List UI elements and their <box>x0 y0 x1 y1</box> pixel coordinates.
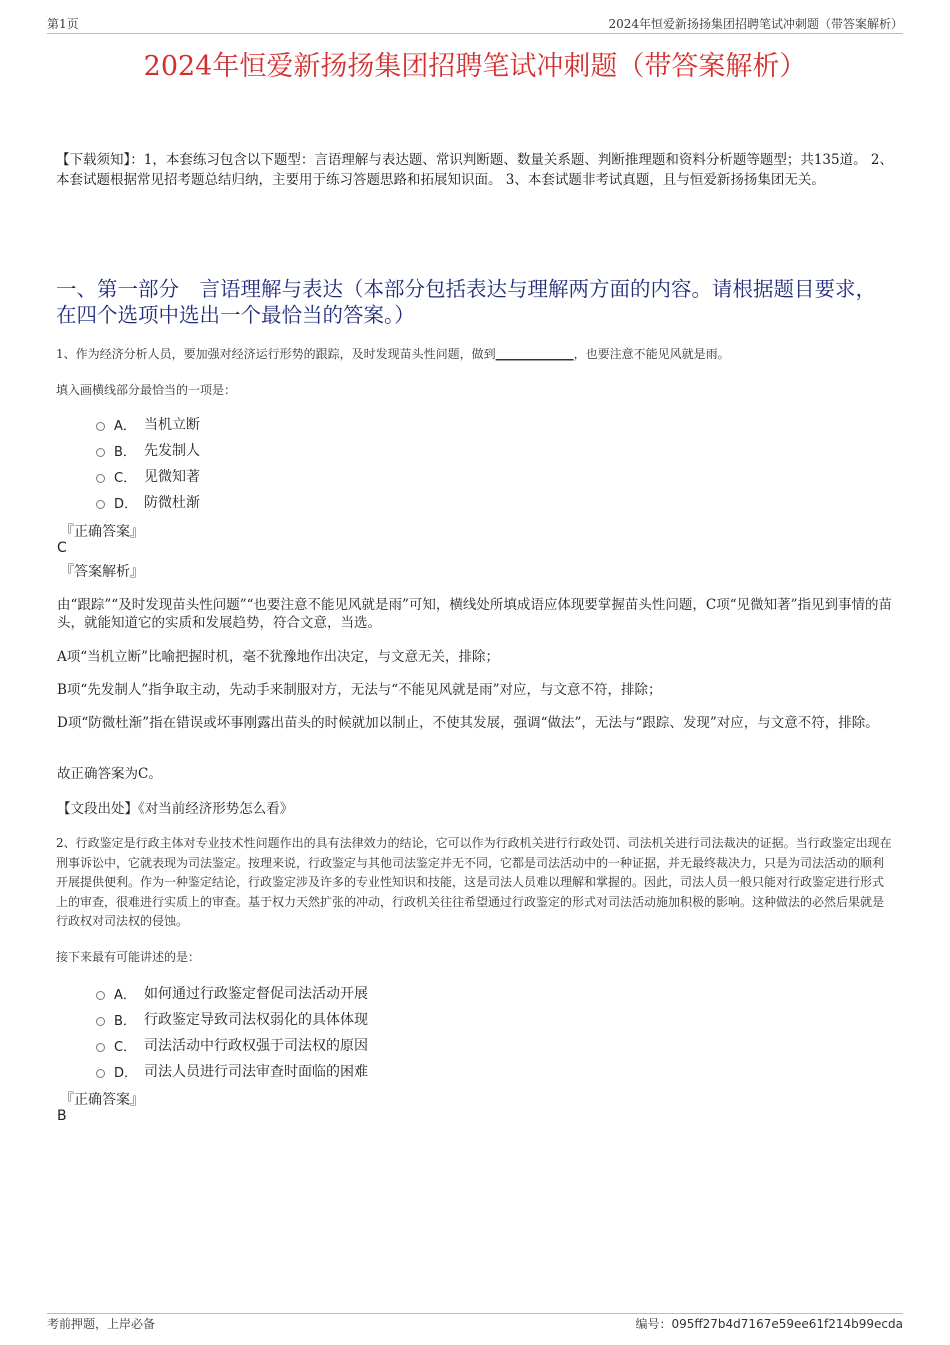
download-notice: 【下载须知】：1，本套练习包含以下题型：言语理解与表达题、常识判断题、数量关系题、判断推理题和资料分析题等题型；共135道。 2、本套试题根据常见招考题总结归纳，主要用于练习答题思路和拓展知识面。 3、本套试题非考试真题，且与恒爱新扬扬集团无关。 <box>56 152 893 188</box>
question-2-answer: B <box>57 1108 67 1124</box>
option-text: 行政鉴定导致司法权弱化的具体体现 <box>144 1012 368 1028</box>
question-1-option-d[interactable] <box>96 489 596 515</box>
analysis-paragraph: A项“当机立断”比喻把握时机，毫不犹豫地作出决定，与文意无关，排除； <box>57 649 500 665</box>
option-letter: C． <box>114 470 137 486</box>
question-1-answer: C <box>57 540 67 556</box>
option-text: 司法人员进行司法审查时面临的困难 <box>144 1064 368 1080</box>
option-text: 当机立断 <box>144 417 200 433</box>
radio-icon[interactable] <box>96 991 105 1000</box>
question-2-option-b[interactable] <box>96 1006 596 1032</box>
question-1-answer-label: 『正确答案』 <box>60 524 144 540</box>
footer-divider <box>47 1313 903 1314</box>
analysis-paragraph: B项“先发制人”指争取主动，先动手来制服对方，无法与“不能见风就是雨”对应，与文意不符，排除； <box>57 682 662 698</box>
question-1-stem-after: ，也要注意不能见风就是雨。 <box>573 347 730 361</box>
option-text: 司法活动中行政权强于司法权的原因 <box>144 1038 368 1054</box>
radio-icon[interactable] <box>96 1017 105 1026</box>
question-1-option-a[interactable] <box>96 411 596 437</box>
footer-code <box>635 1315 903 1332</box>
question-2-option-d[interactable] <box>96 1058 596 1084</box>
header-doc-title: 2024年恒爱新扬扬集团招聘笔试冲刺题（带答案解析） <box>608 17 903 31</box>
option-letter: D． <box>114 1065 138 1081</box>
section-heading: 一、第一部分 言语理解与表达（本部分包括表达与理解两方面的内容。请根据题目要求，在四个选项中选出一个最恰当的答案。） <box>56 277 876 327</box>
option-letter: A． <box>114 418 136 434</box>
radio-icon[interactable] <box>96 474 105 483</box>
question-1-source: 【文段出处】《对当前经济形势怎么看》 <box>57 801 294 817</box>
question-2-option-c[interactable] <box>96 1032 596 1058</box>
option-letter: B． <box>114 444 136 460</box>
footer-slogan: 考前押题，上岸必备 <box>47 1317 156 1331</box>
analysis-paragraph: 故正确答案为C。 <box>57 766 162 782</box>
analysis-paragraph: 由“跟踪”“及时发现苗头性问题”“也要注意不能见风就是雨”可知，横线处所填成语应体现要掌握苗头性问题，C项“见微知著”指见到事情的苗头，就能知道它的实质和发展趋势，符合文意，当选。 <box>57 597 893 631</box>
document-title: 2024年恒爱新扬扬集团招聘笔试冲刺题（带答案解析） <box>143 51 807 82</box>
header-divider <box>47 33 903 34</box>
question-2-answer-label: 『正确答案』 <box>60 1092 144 1108</box>
option-letter: A． <box>114 987 136 1003</box>
radio-icon[interactable] <box>96 1043 105 1052</box>
question-1-stem-before: 1、作为经济分析人员，要加强对经济运行形势的跟踪，及时发现苗头性问题，做到 <box>56 347 496 361</box>
question-1-stem <box>56 345 894 365</box>
option-letter: B． <box>114 1013 136 1029</box>
option-text: 防微杜渐 <box>144 495 200 511</box>
question-2-stem: 2、行政鉴定是行政主体对专业技术性问题作出的具有法律效力的结论，它可以作为行政机关进行行政处罚、司法机关进行司法裁决的证据。当行政鉴定出现在刑事诉讼中，它就表现为司法鉴定。按理来说，行政鉴定与其他司法鉴定并无不同，它都是司法活动中的一种证据，并无最终裁决力，只是为司法活动的顺利开展提供便利。作为一种鉴定结论，行政鉴定涉及许多的专业性知识和技能，这是司法人员难以理解和掌握的。因此，司法人员一般只能对行政鉴定进行形式上的审查，很难进行实质上的审查。基于权力天然扩张的冲动，行政机关往往希望通过行政鉴定的形式对司法活动施加积极的影响。这种做法的必然后果就是行政权对司法权的侵蚀。 <box>56 836 892 928</box>
question-2-option-a[interactable] <box>96 980 596 1006</box>
question-1-option-b[interactable] <box>96 437 596 463</box>
footer-code-value: 095ff27b4d7167e59ee61f214b99ecda <box>671 1317 903 1331</box>
radio-icon[interactable] <box>96 422 105 431</box>
radio-icon[interactable] <box>96 1069 105 1078</box>
question-2-prompt: 接下来最有可能讲述的是： <box>56 950 201 964</box>
question-1-options <box>96 411 596 515</box>
question-1-blank: _____________ <box>495 347 574 361</box>
option-letter: C． <box>114 1039 137 1055</box>
question-1-analysis-label: 『答案解析』 <box>60 564 144 580</box>
question-2-options <box>96 980 596 1084</box>
page-number: 第1页 <box>47 17 79 31</box>
option-text: 先发制人 <box>144 443 200 459</box>
radio-icon[interactable] <box>96 500 105 509</box>
option-text: 如何通过行政鉴定督促司法活动开展 <box>144 986 368 1002</box>
radio-icon[interactable] <box>96 448 105 457</box>
question-1-option-c[interactable] <box>96 463 596 489</box>
footer-code-label: 编号： <box>635 1317 672 1331</box>
option-text: 见微知著 <box>144 469 200 485</box>
question-1-prompt: 填入画横线部分最恰当的一项是： <box>56 383 237 397</box>
analysis-paragraph: D项“防微杜渐”指在错误或坏事刚露出苗头的时候就加以制止，不使其发展，强调“做法”，无法与“跟踪、发现”对应，与文意不符，排除。 <box>57 715 879 731</box>
option-letter: D． <box>114 496 138 512</box>
